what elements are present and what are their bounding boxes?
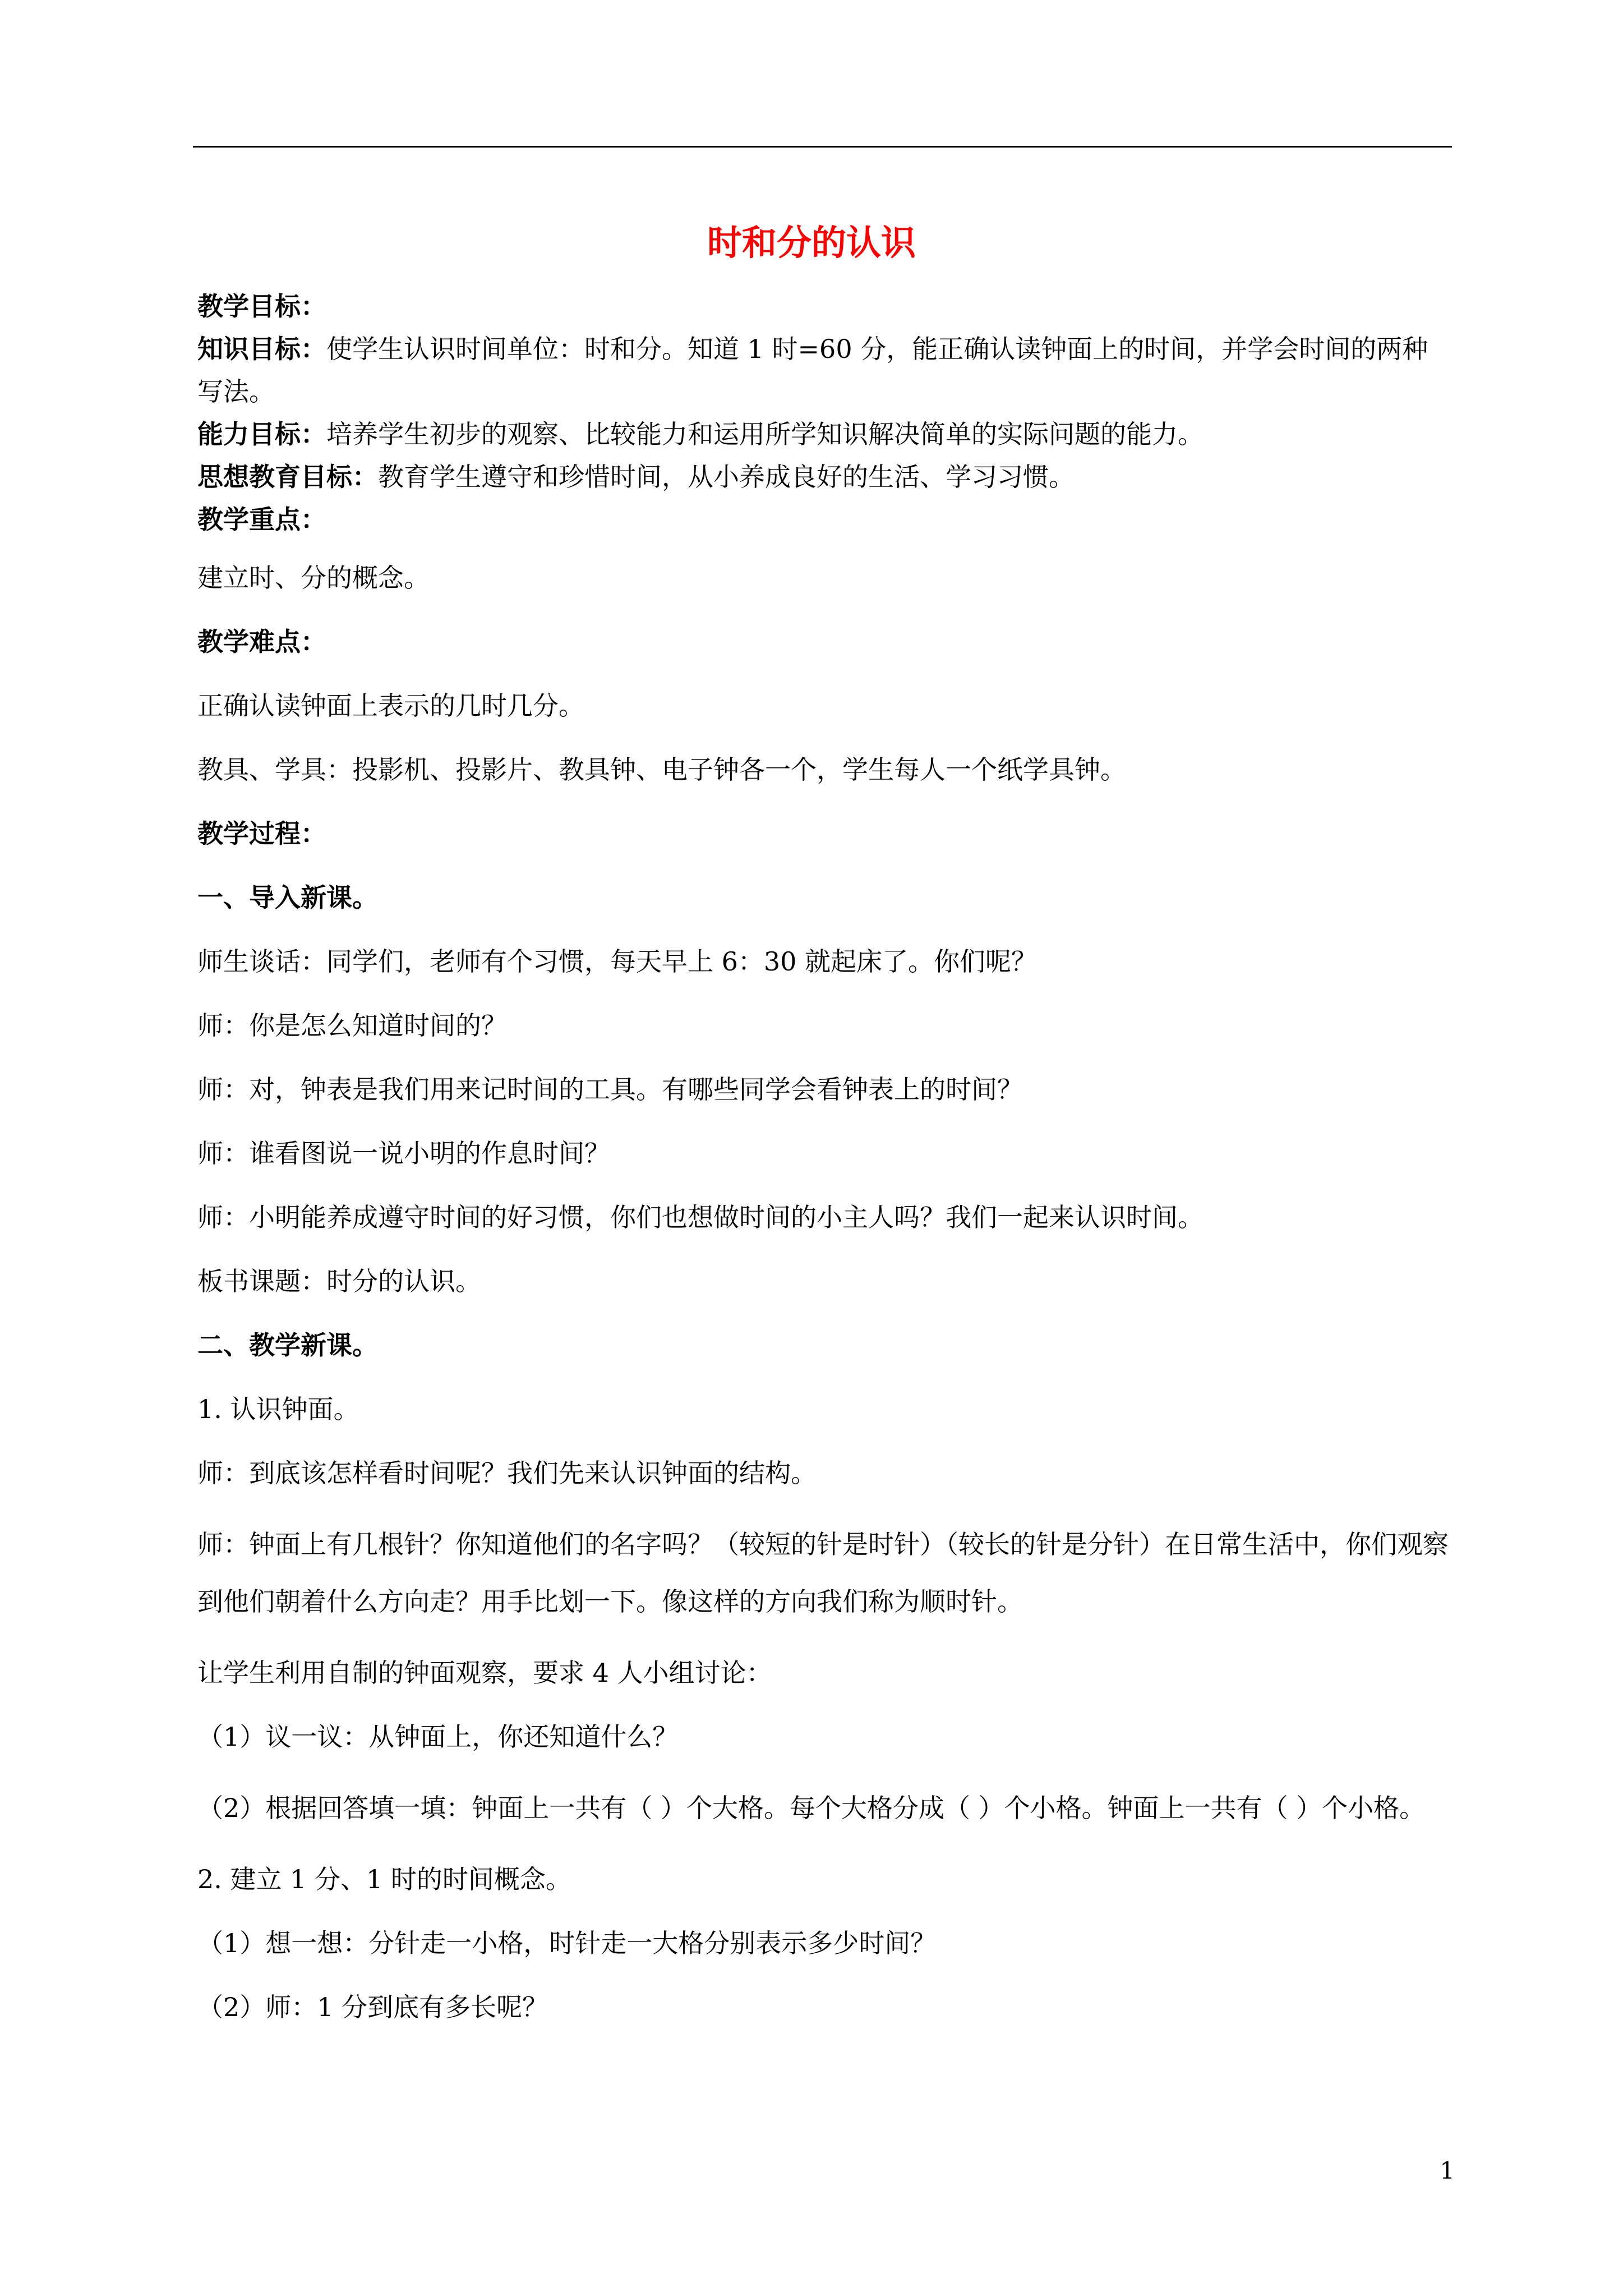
paragraph: 师：小明能养成遵守时间的好习惯，你们也想做时间的小主人吗？我们一起来认识时间。 xyxy=(197,1202,1204,1232)
paragraph: 师：钟面上有几根针？你知道他们的名字吗？（较短的针是时针）（较长的针是分针）在日常生活中，你们观察到他们朝着什么方向走？用手比划一下。像这样的方向我们称为顺时针。 xyxy=(197,1529,1449,1617)
ability-objective-label: 能力目标： xyxy=(197,419,326,449)
moral-objective-label: 思想教育目标： xyxy=(197,462,378,492)
moral-objective-text: 教育学生遵守和珍惜时间，从小养成良好的生活、学习习惯。 xyxy=(378,462,1075,492)
difficulty-heading: 教学难点： xyxy=(197,627,326,657)
knowledge-objective-text: 使学生认识时间单位：时和分。知道 1 时=60 分，能正确认读钟面上的时间，并学会时间的两种写法。 xyxy=(197,334,1428,407)
paragraph: 让学生利用自制的钟面观察，要求 4 人小组讨论： xyxy=(197,1658,772,1688)
document-title: 时和分的认识 xyxy=(707,222,916,263)
page-number: 1 xyxy=(1440,2157,1455,2184)
part2-heading: 二、教学新课。 xyxy=(197,1330,378,1360)
moral-objective xyxy=(197,455,1451,498)
document-body xyxy=(197,285,1451,2050)
difficulty-text: 正确认读钟面上表示的几时几分。 xyxy=(197,691,584,721)
objectives-heading: 教学目标： xyxy=(197,291,326,321)
ability-objective-text: 培养学生初步的观察、比较能力和运用所学知识解决简单的实际问题的能力。 xyxy=(326,419,1204,449)
paragraph: 师生谈话：同学们，老师有个习惯，每天早上 6：30 就起床了。你们呢？ xyxy=(197,946,1038,977)
header-rule xyxy=(193,146,1452,148)
part1-heading: 一、导入新课。 xyxy=(197,882,378,913)
paragraph: 板书课题：时分的认识。 xyxy=(197,1266,481,1296)
paragraph: （1）议一议：从钟面上，你还知道什么？ xyxy=(197,1722,679,1752)
paragraph: （2）师：1 分到底有多长呢？ xyxy=(197,1992,548,2022)
paragraph: （1）想一想：分针走一小格，时针走一大格分别表示多少时间？ xyxy=(197,1928,937,1958)
key-point-text: 建立时、分的概念。 xyxy=(197,563,430,593)
paragraph: 师：到底该怎样看时间呢？我们先来认识钟面的结构。 xyxy=(197,1458,817,1488)
paragraph: 师：你是怎么知道时间的？ xyxy=(197,1010,507,1041)
paragraph: 师：对，钟表是我们用来记时间的工具。有哪些同学会看钟表上的时间？ xyxy=(197,1074,1023,1105)
tools-text: 教具、学具：投影机、投影片、教具钟、电子钟各一个，学生每人一个纸学具钟。 xyxy=(197,754,1126,785)
ability-objective xyxy=(197,413,1451,455)
paragraph: 师：谁看图说一说小明的作息时间？ xyxy=(197,1138,610,1168)
paragraph: （2）根据回答填一填：钟面上一共有（ ）个大格。每个大格分成（ ）个小格。钟面上一共有（ ）个小格。 xyxy=(197,1793,1426,1823)
paragraph: 2. 建立 1 分、1 时的时间概念。 xyxy=(197,1864,571,1894)
paragraph: 1. 认识钟面。 xyxy=(197,1394,359,1424)
key-point-heading: 教学重点： xyxy=(197,504,326,535)
process-heading: 教学过程： xyxy=(197,818,326,849)
knowledge-objective xyxy=(197,328,1451,413)
knowledge-objective-label: 知识目标： xyxy=(197,334,326,364)
